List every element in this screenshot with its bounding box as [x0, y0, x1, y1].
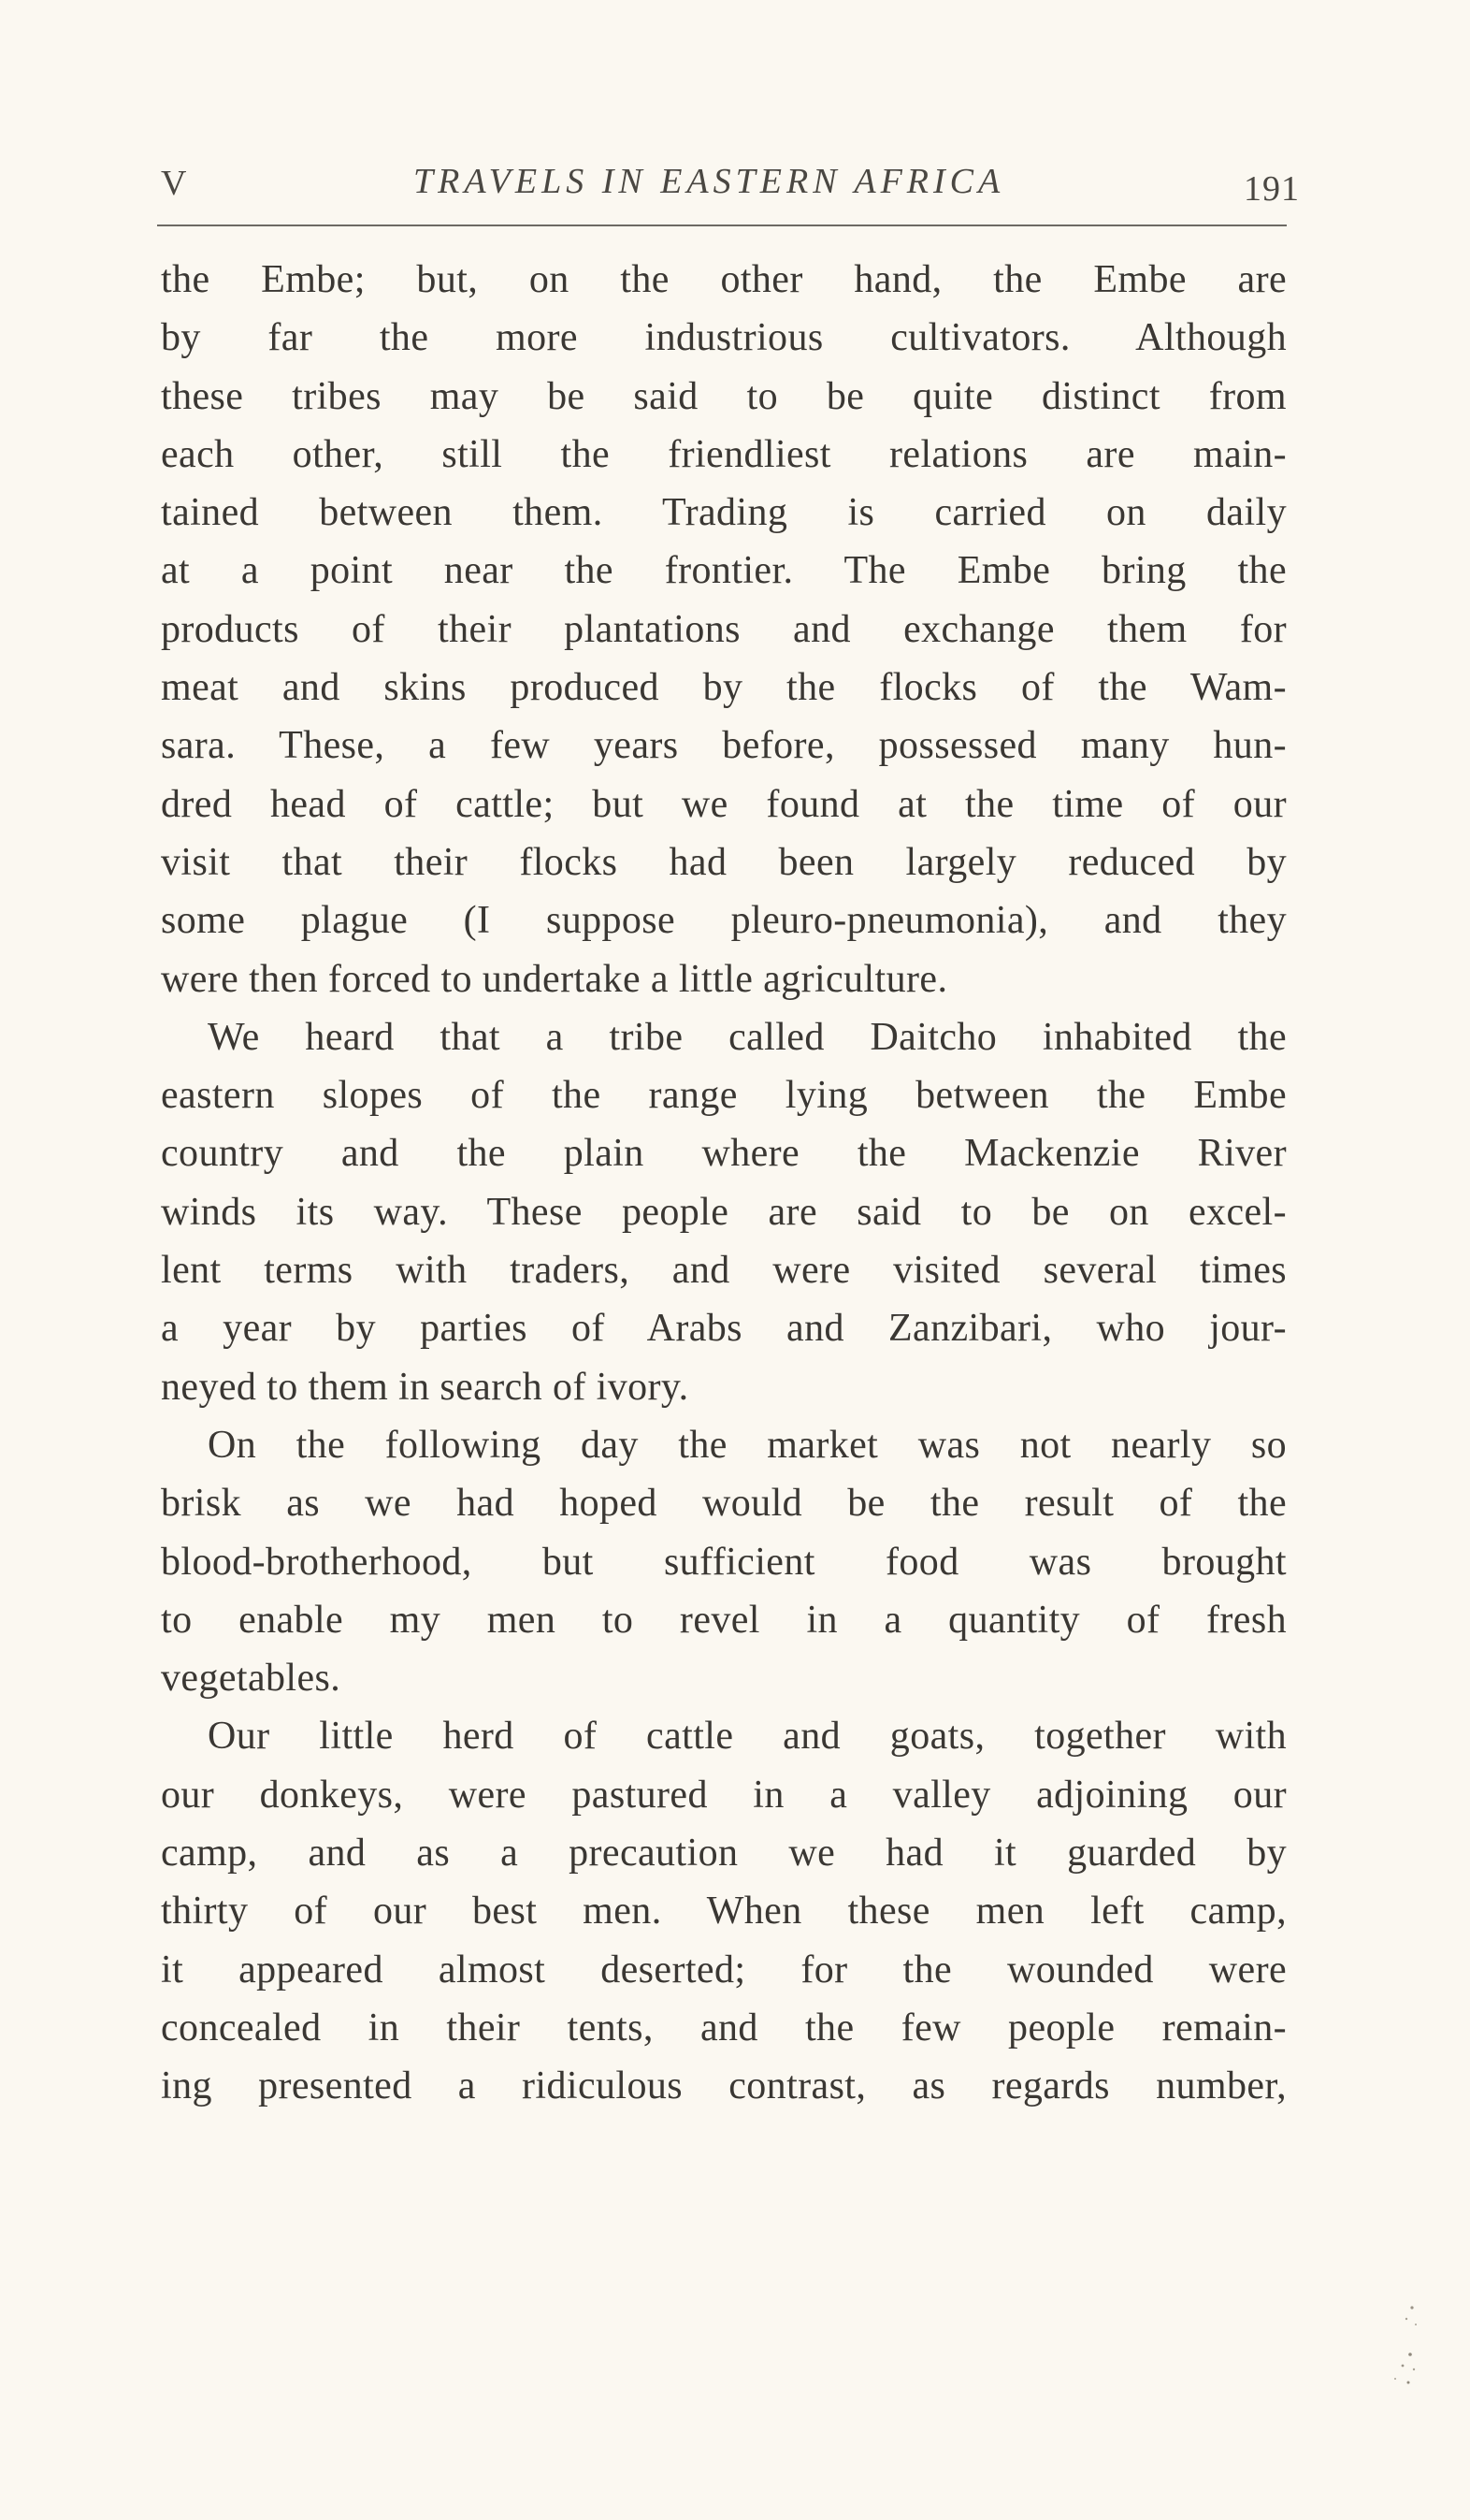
text-line: thirty of our best men. When these men left camp,: [161, 1890, 1287, 1933]
paragraph-start-line: On the following day the market was not nearly so: [208, 1423, 1287, 1467]
text-line: each other, still the friendliest relations are main-: [161, 432, 1287, 476]
text-line: by far the more industrious cultivators. Although: [161, 316, 1287, 360]
paragraph-start-line: Our little herd of cattle and goats, together with: [208, 1715, 1287, 1759]
header-rule: [157, 224, 1287, 226]
body-text: [161, 251, 1287, 2116]
text-line: to enable my men to revel in a quantity of fresh: [161, 1598, 1287, 1642]
text-line: eastern slopes of the range lying between the Embe: [161, 1074, 1287, 1118]
text-line: meat and skins produced by the flocks of the Wam-: [161, 666, 1287, 710]
text-line: winds its way. These people are said to be on excel-: [161, 1190, 1287, 1234]
text-line: visit that their flocks had been largely reduced by: [161, 840, 1287, 884]
text-line: vegetables.: [161, 1657, 341, 1701]
text-line: country and the plain where the Mackenzie River: [161, 1132, 1287, 1176]
text-line: some plague (I suppose pleuro-pneumonia), and they: [161, 899, 1287, 943]
text-line: it appeared almost deserted; for the wounded were: [161, 1948, 1287, 1991]
paragraph-start-line: We heard that a tribe called Daitcho inhabited the: [208, 1015, 1287, 1059]
running-head: [161, 150, 1300, 215]
text-line: blood-brotherhood, but sufficient food was brought: [161, 1540, 1287, 1584]
text-line: the Embe; but, on the other hand, the Embe are: [161, 258, 1287, 301]
text-line: ing presented a ridiculous contrast, as regards number,: [161, 2064, 1287, 2108]
text-line: these tribes may be said to be quite distinct from: [161, 374, 1287, 418]
text-line: camp, and as a precaution we had it guarded by: [161, 1832, 1287, 1876]
text-line: were then forced to undertake a little agriculture.: [161, 957, 948, 1001]
text-line: sara. These, a few years before, possessed many hun-: [161, 724, 1287, 768]
text-line: at a point near the frontier. The Embe bring the: [161, 549, 1287, 593]
chapter-numeral: V: [161, 164, 189, 203]
text-line: tained between them. Trading is carried on daily: [161, 491, 1287, 535]
text-line: concealed in their tents, and the few people remain-: [161, 2006, 1287, 2049]
text-line: dred head of cattle; but we found at the time of our: [161, 782, 1287, 826]
text-line: neyed to them in search of ivory.: [161, 1365, 689, 1409]
text-line: a year by parties of Arabs and Zanzibari, who jour-: [161, 1307, 1287, 1351]
running-title: TRAVELS IN EASTERN AFRICA: [413, 162, 1005, 201]
paper-specks: [1384, 2296, 1440, 2399]
text-line: brisk as we had hoped would be the result of the: [161, 1482, 1287, 1526]
text-line: lent terms with traders, and were visited several times: [161, 1249, 1287, 1293]
text-line: our donkeys, were pastured in a valley adjoining our: [161, 1773, 1287, 1817]
text-line: products of their plantations and exchange them for: [161, 607, 1287, 651]
page-number: 191: [1244, 169, 1300, 209]
